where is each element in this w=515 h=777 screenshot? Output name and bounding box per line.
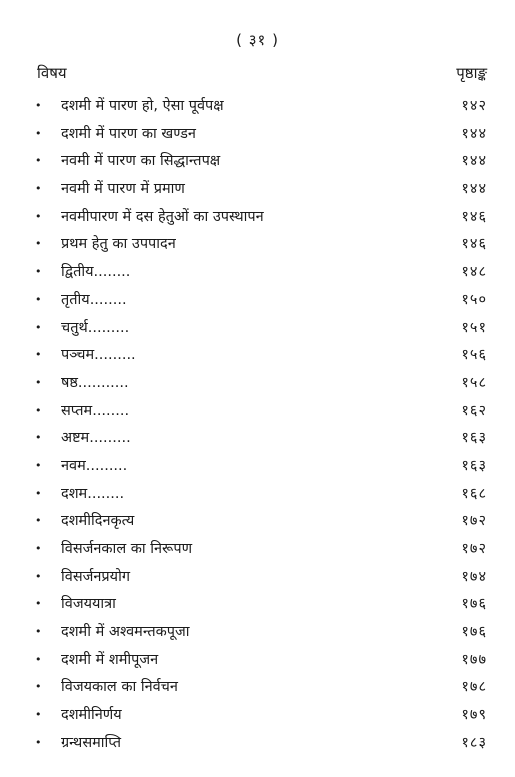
toc-entry-page-number: १७४	[461, 568, 487, 585]
toc-entry-topic: विसर्जनप्रयोग	[61, 568, 131, 585]
toc-entry-topic: विजययात्रा	[61, 596, 116, 613]
toc-entry-page-number: १७९	[461, 707, 487, 724]
page-number: ( ३१ )	[236, 31, 279, 49]
bullet-icon: •	[35, 209, 42, 223]
bullet-icon: •	[35, 237, 42, 251]
toc-entry-page-number: १६८	[461, 485, 487, 502]
toc-entry	[0, 647, 515, 675]
toc-entry-page-number: १५०	[461, 291, 487, 308]
bullet-icon: •	[35, 99, 42, 112]
toc-entry-topic: ग्रन्थसमाप्ति	[61, 734, 122, 751]
bullet-icon: •	[35, 403, 42, 417]
toc-entry-page-number: १४८	[461, 264, 487, 281]
toc-entry-topic: नवमी में पारण का सिद्धान्तपक्ष	[61, 153, 221, 170]
toc-entry-page-number: १६३	[461, 430, 487, 447]
toc-entry-page-number: १४६	[461, 208, 487, 225]
bullet-icon: •	[35, 182, 42, 196]
toc-entry	[0, 674, 515, 702]
toc-entry-topic: दशम........	[61, 485, 125, 502]
toc-entry-topic: दशमी में अश्वमन्तकपूजा	[61, 624, 190, 641]
toc-entry	[0, 508, 515, 536]
toc-entry-topic: द्वितीय........	[61, 264, 131, 281]
toc-entry	[0, 453, 515, 481]
toc-entry-topic: दशमी में पारण का खण्डन	[61, 125, 196, 142]
toc-entry-page-number: १४४	[461, 153, 487, 170]
toc-entry	[0, 619, 515, 647]
toc-entry	[0, 564, 515, 592]
toc-entry	[0, 176, 515, 204]
bullet-icon: •	[35, 154, 42, 168]
toc-entry-topic: षष्ठ...........	[61, 374, 129, 391]
toc-entry-page-number: १७८	[461, 679, 487, 696]
toc-entry-page-number: १४४	[461, 181, 487, 198]
toc-entry	[0, 231, 515, 259]
table-of-contents	[0, 93, 515, 758]
toc-entry	[0, 93, 515, 121]
toc-entry-topic: नवमीपारण में दस हेतुओं का उपस्थापन	[61, 208, 264, 225]
toc-entry-page-number: १५८	[461, 374, 487, 391]
toc-entry-page-number: १५६	[461, 347, 487, 364]
toc-header	[37, 63, 487, 87]
toc-entry	[0, 425, 515, 453]
toc-entry	[0, 481, 515, 509]
toc-entry	[0, 259, 515, 287]
bullet-icon: •	[35, 569, 42, 583]
bullet-icon: •	[35, 652, 42, 666]
bullet-icon: •	[35, 625, 42, 639]
toc-entry-page-number: १७६	[461, 596, 487, 613]
toc-entry-topic: प्रथम हेतु का उपपादन	[61, 236, 176, 253]
toc-entry-topic: नवम.........	[61, 457, 128, 474]
toc-entry	[0, 315, 515, 343]
bullet-icon: •	[35, 708, 42, 722]
toc-entry	[0, 702, 515, 730]
toc-entry	[0, 287, 515, 315]
toc-entry	[0, 342, 515, 370]
toc-entry-page-number: १६२	[461, 402, 487, 419]
page-column-heading: पृष्ठाङ्क	[456, 64, 487, 82]
toc-entry-page-number: १८३	[461, 734, 487, 751]
toc-entry	[0, 204, 515, 232]
toc-entry	[0, 370, 515, 398]
toc-entry-topic: दशमी में पारण हो, ऐसा पूर्वपक्ष	[61, 98, 224, 114]
toc-entry-topic: अष्टम.........	[61, 430, 131, 447]
toc-entry-page-number: १५१	[461, 319, 487, 336]
toc-entry-page-number: १७६	[461, 624, 487, 641]
toc-entry-topic: सप्तम........	[61, 402, 130, 419]
toc-entry-topic: तृतीय........	[61, 291, 127, 308]
toc-entry-page-number: १६३	[461, 457, 487, 474]
toc-entry-page-number: १४२	[461, 98, 487, 114]
toc-entry	[0, 148, 515, 176]
toc-entry-topic: विसर्जनकाल का निरूपण	[61, 541, 193, 557]
bullet-icon: •	[35, 514, 42, 528]
bullet-icon: •	[35, 265, 42, 279]
toc-entry	[0, 591, 515, 619]
toc-entry-topic: विजयकाल का निर्वचन	[61, 679, 178, 696]
bullet-icon: •	[35, 597, 42, 611]
toc-entry-topic: चतुर्थ.........	[61, 319, 130, 336]
subject-column-heading: विषय	[37, 64, 67, 82]
toc-entry-page-number: १४६	[461, 236, 487, 253]
bullet-icon: •	[35, 348, 42, 362]
bullet-icon: •	[35, 320, 42, 334]
toc-entry	[0, 398, 515, 426]
toc-entry	[0, 121, 515, 149]
toc-entry-topic: पञ्चम.........	[61, 347, 136, 364]
toc-entry-page-number: १४४	[461, 125, 487, 142]
bullet-icon: •	[35, 542, 42, 555]
toc-entry	[0, 730, 515, 758]
toc-entry-page-number: १७२	[461, 513, 487, 530]
toc-entry-topic: दशमीदिनकृत्य	[61, 513, 135, 530]
bullet-icon: •	[35, 292, 42, 306]
bullet-icon: •	[35, 431, 42, 445]
bullet-icon: •	[35, 486, 42, 500]
toc-entry	[0, 536, 515, 564]
toc-entry-topic: दशमीनिर्णय	[61, 707, 122, 724]
toc-entry-page-number: १७२	[461, 541, 487, 557]
bullet-icon: •	[35, 375, 42, 389]
bullet-icon: •	[35, 458, 42, 472]
toc-entry-topic: नवमी में पारण में प्रमाण	[61, 181, 185, 198]
bullet-icon: •	[35, 126, 42, 140]
bullet-icon: •	[35, 735, 42, 749]
toc-entry-page-number: १७७	[461, 651, 487, 668]
toc-entry-topic: दशमी में शमीपूजन	[61, 651, 159, 668]
bullet-icon: •	[35, 680, 42, 694]
